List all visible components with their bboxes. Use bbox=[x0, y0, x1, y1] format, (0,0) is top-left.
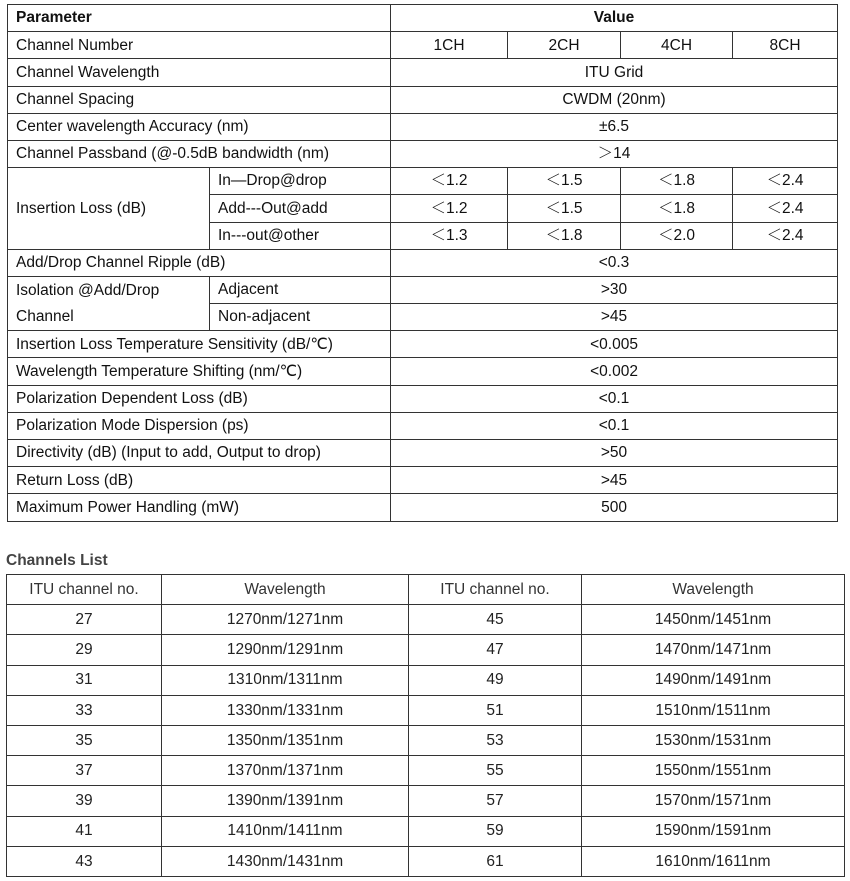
wavelength-cell: 1370nm/1371nm bbox=[162, 756, 409, 786]
row-value: <0.1 bbox=[391, 412, 838, 439]
isolation-label-line1: Isolation @Add/Drop bbox=[16, 281, 160, 299]
itu-channel-cell: 33 bbox=[7, 695, 162, 725]
wavelength-cell: 1550nm/1551nm bbox=[582, 756, 845, 786]
row-value: <0.005 bbox=[391, 331, 838, 358]
channel-count-cell: 1CH bbox=[391, 32, 508, 59]
isolation-label-line2: Channel bbox=[16, 307, 74, 325]
row-label: Channel Passband (@-0.5dB bandwidth (nm) bbox=[8, 140, 391, 167]
itu-channel-cell: 53 bbox=[409, 725, 582, 755]
spec-row bbox=[8, 249, 838, 276]
channels-header-row bbox=[7, 575, 845, 605]
table-row bbox=[7, 635, 845, 665]
row-label: Return Loss (dB) bbox=[8, 467, 391, 494]
row-value: CWDM (20nm) bbox=[391, 86, 838, 113]
spec-row bbox=[8, 59, 838, 86]
value-cell: ＜1.2 bbox=[391, 195, 508, 222]
column-header: Wavelength bbox=[162, 575, 409, 605]
sub-label: Non-adjacent bbox=[210, 304, 391, 331]
column-header: ITU channel no. bbox=[7, 575, 162, 605]
wavelength-cell: 1430nm/1431nm bbox=[162, 846, 409, 876]
spec-row bbox=[8, 494, 838, 521]
table-row bbox=[7, 725, 845, 755]
itu-channel-cell: 49 bbox=[409, 665, 582, 695]
spec-row bbox=[8, 140, 838, 167]
spec-header-row bbox=[8, 5, 838, 32]
wavelength-cell: 1510nm/1511nm bbox=[582, 695, 845, 725]
value-cell: ＜2.4 bbox=[733, 195, 838, 222]
row-value: >30 bbox=[391, 276, 838, 303]
channel-count-cell: 4CH bbox=[621, 32, 733, 59]
row-label: Polarization Dependent Loss (dB) bbox=[8, 385, 391, 412]
channel-count-cell: 2CH bbox=[508, 32, 621, 59]
insertion-loss-label: Insertion Loss (dB) bbox=[8, 168, 210, 250]
itu-channel-cell: 55 bbox=[409, 756, 582, 786]
itu-channel-cell: 31 bbox=[7, 665, 162, 695]
channels-list-table bbox=[6, 574, 845, 877]
itu-channel-cell: 45 bbox=[409, 605, 582, 635]
wavelength-cell: 1610nm/1611nm bbox=[582, 846, 845, 876]
wavelength-cell: 1330nm/1331nm bbox=[162, 695, 409, 725]
spec-row bbox=[8, 331, 838, 358]
parameter-header: Parameter bbox=[8, 5, 391, 32]
sub-label: Add---Out@add bbox=[210, 195, 391, 222]
row-label: Insertion Loss Temperature Sensitivity (dB/℃) bbox=[8, 331, 391, 358]
sub-label: Adjacent bbox=[210, 276, 391, 303]
row-value: ITU Grid bbox=[391, 59, 838, 86]
value-cell: ＜1.8 bbox=[621, 195, 733, 222]
value-cell: ＜1.8 bbox=[508, 222, 621, 249]
itu-channel-cell: 61 bbox=[409, 846, 582, 876]
table-row bbox=[7, 665, 845, 695]
sub-label: In---out@other bbox=[210, 222, 391, 249]
column-header: Wavelength bbox=[582, 575, 845, 605]
wavelength-cell: 1410nm/1411nm bbox=[162, 816, 409, 846]
row-value: >50 bbox=[391, 440, 838, 467]
value-cell: ＜1.3 bbox=[391, 222, 508, 249]
row-label: Add/Drop Channel Ripple (dB) bbox=[8, 249, 391, 276]
row-value: <0.3 bbox=[391, 249, 838, 276]
insertion-loss-row bbox=[8, 168, 838, 195]
itu-channel-cell: 35 bbox=[7, 725, 162, 755]
itu-channel-cell: 43 bbox=[7, 846, 162, 876]
row-value: ＞14 bbox=[391, 140, 838, 167]
row-label: Wavelength Temperature Shifting (nm/℃) bbox=[8, 358, 391, 385]
column-header: ITU channel no. bbox=[409, 575, 582, 605]
itu-channel-cell: 37 bbox=[7, 756, 162, 786]
row-label: Channel Number bbox=[8, 32, 391, 59]
row-value: >45 bbox=[391, 304, 838, 331]
itu-channel-cell: 29 bbox=[7, 635, 162, 665]
spec-row bbox=[8, 467, 838, 494]
itu-channel-cell: 59 bbox=[409, 816, 582, 846]
wavelength-cell: 1290nm/1291nm bbox=[162, 635, 409, 665]
wavelength-cell: 1450nm/1451nm bbox=[582, 605, 845, 635]
value-header: Value bbox=[391, 5, 838, 32]
wavelength-cell: 1270nm/1271nm bbox=[162, 605, 409, 635]
spec-row bbox=[8, 412, 838, 439]
sub-label: In—Drop@drop bbox=[210, 168, 391, 195]
table-row bbox=[7, 786, 845, 816]
itu-channel-cell: 57 bbox=[409, 786, 582, 816]
wavelength-cell: 1530nm/1531nm bbox=[582, 725, 845, 755]
value-cell: ＜2.4 bbox=[733, 168, 838, 195]
row-label: Channel Spacing bbox=[8, 86, 391, 113]
spec-row bbox=[8, 385, 838, 412]
spec-row bbox=[8, 358, 838, 385]
channel-number-row bbox=[8, 32, 838, 59]
itu-channel-cell: 39 bbox=[7, 786, 162, 816]
itu-channel-cell: 47 bbox=[409, 635, 582, 665]
row-label: Directivity (dB) (Input to add, Output to drop) bbox=[8, 440, 391, 467]
row-value: <0.002 bbox=[391, 358, 838, 385]
value-cell: ＜2.0 bbox=[621, 222, 733, 249]
itu-channel-cell: 51 bbox=[409, 695, 582, 725]
channels-list-title: Channels List bbox=[6, 552, 108, 569]
wavelength-cell: 1490nm/1491nm bbox=[582, 665, 845, 695]
channel-count-cell: 8CH bbox=[733, 32, 838, 59]
row-value: <0.1 bbox=[391, 385, 838, 412]
value-cell: ＜1.8 bbox=[621, 168, 733, 195]
wavelength-cell: 1390nm/1391nm bbox=[162, 786, 409, 816]
spec-table bbox=[7, 4, 838, 522]
value-cell: ＜1.5 bbox=[508, 168, 621, 195]
row-label: Center wavelength Accuracy (nm) bbox=[8, 113, 391, 140]
isolation-label bbox=[8, 276, 210, 330]
table-row bbox=[7, 695, 845, 725]
table-row bbox=[7, 605, 845, 635]
table-row bbox=[7, 846, 845, 876]
wavelength-cell: 1570nm/1571nm bbox=[582, 786, 845, 816]
wavelength-cell: 1590nm/1591nm bbox=[582, 816, 845, 846]
wavelength-cell: 1470nm/1471nm bbox=[582, 635, 845, 665]
row-label: Channel Wavelength bbox=[8, 59, 391, 86]
value-cell: ＜1.2 bbox=[391, 168, 508, 195]
row-label: Polarization Mode Dispersion (ps) bbox=[8, 412, 391, 439]
value-cell: ＜1.5 bbox=[508, 195, 621, 222]
value-cell: ＜2.4 bbox=[733, 222, 838, 249]
itu-channel-cell: 41 bbox=[7, 816, 162, 846]
itu-channel-cell: 27 bbox=[7, 605, 162, 635]
row-value: 500 bbox=[391, 494, 838, 521]
row-label: Maximum Power Handling (mW) bbox=[8, 494, 391, 521]
row-value: >45 bbox=[391, 467, 838, 494]
table-row bbox=[7, 756, 845, 786]
spec-row bbox=[8, 86, 838, 113]
channels-list-body bbox=[7, 605, 845, 877]
table-row bbox=[7, 816, 845, 846]
row-value: ±6.5 bbox=[391, 113, 838, 140]
isolation-row bbox=[8, 276, 838, 303]
wavelength-cell: 1310nm/1311nm bbox=[162, 665, 409, 695]
spec-row bbox=[8, 113, 838, 140]
spec-row bbox=[8, 440, 838, 467]
wavelength-cell: 1350nm/1351nm bbox=[162, 725, 409, 755]
